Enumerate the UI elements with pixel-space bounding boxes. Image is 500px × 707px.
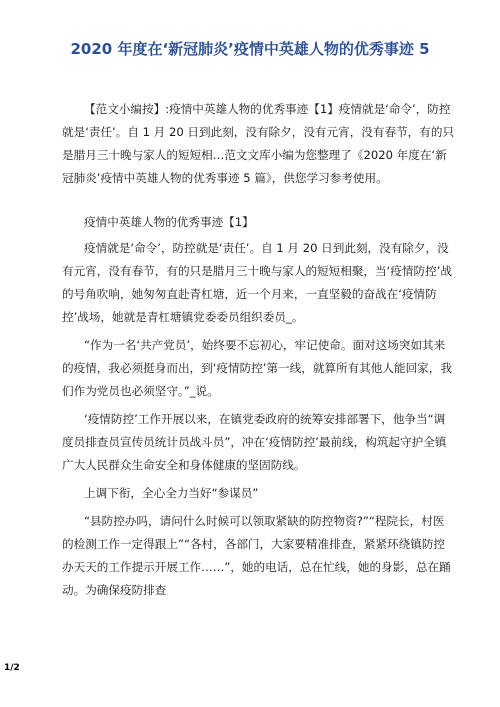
section-heading: 疫情中英雄人物的优秀事迹【1】	[84, 215, 254, 229]
body-paragraph: 疫情就是‘命令’，防控就是‘责任’。自 1 月 20 日到此刻，没有除夕，没有元宵，没有春节，有的只是腊月三十晚与家人的短短相聚，当‘疫情防控’战的号角吹响，她匆匆直赴青杠塘，近一个月来，一直坚毅的奋战在‘疫情防控’战场，她就是青杠塘镇党委委员组织委员_。	[62, 241, 452, 324]
body-paragraph: “县防控办吗，请问什么时候可以领取紧缺的防控物资?”“程院长，村医的检测工作一定得跟上”“各村，各部门，大家要精准排查，紧紧环绕镇防控办天天的工作提示开展工作……”，她的电话，总在忙线，她的身影，总在踊动。为确保疫防排查	[62, 514, 451, 597]
document-title: 2020 年度在‘新冠肺炎’疫情中英雄人物的优秀事迹 5	[70, 40, 430, 58]
page-indicator: 1/2	[4, 663, 20, 673]
intro-paragraph: 【范文小编按】:疫情中英雄人物的优秀事迹【1】疫情就是‘命令’，防控就是‘责任’。自 1 月 20 日到此刻，没有除夕，没有元宵，没有春节，有的只是腊月三十晚与家人的短短相…范文文库小编为您整理了《2020 年度在‘新冠肺炎’疫情中英雄人物的优秀事迹 5 篇》，供您学习参考使用。	[62, 102, 455, 185]
body-paragraph: “作为一名‘共产党员’，始终要不忘初心，牢记使命。面对这场突如其来的疫情，我必须挺身而出，到‘疫情防控’第一线，就算所有其他人能回家，我们作为党员也必须坚守。”_说。	[62, 338, 452, 398]
subheading: 上调下衔，全心全力当好“参谋员”	[84, 486, 259, 500]
body-paragraph: ‘疫情防控’工作开展以来，在镇党委政府的统筹安排部署下，他争当“调度员排查员宣传员统计员战斗员”，冲在‘疫情防控’最前线，构筑起守护全镇广大人民群众生命安全和身体健康的坚固防线。	[62, 412, 447, 472]
document-body	[62, 98, 456, 602]
